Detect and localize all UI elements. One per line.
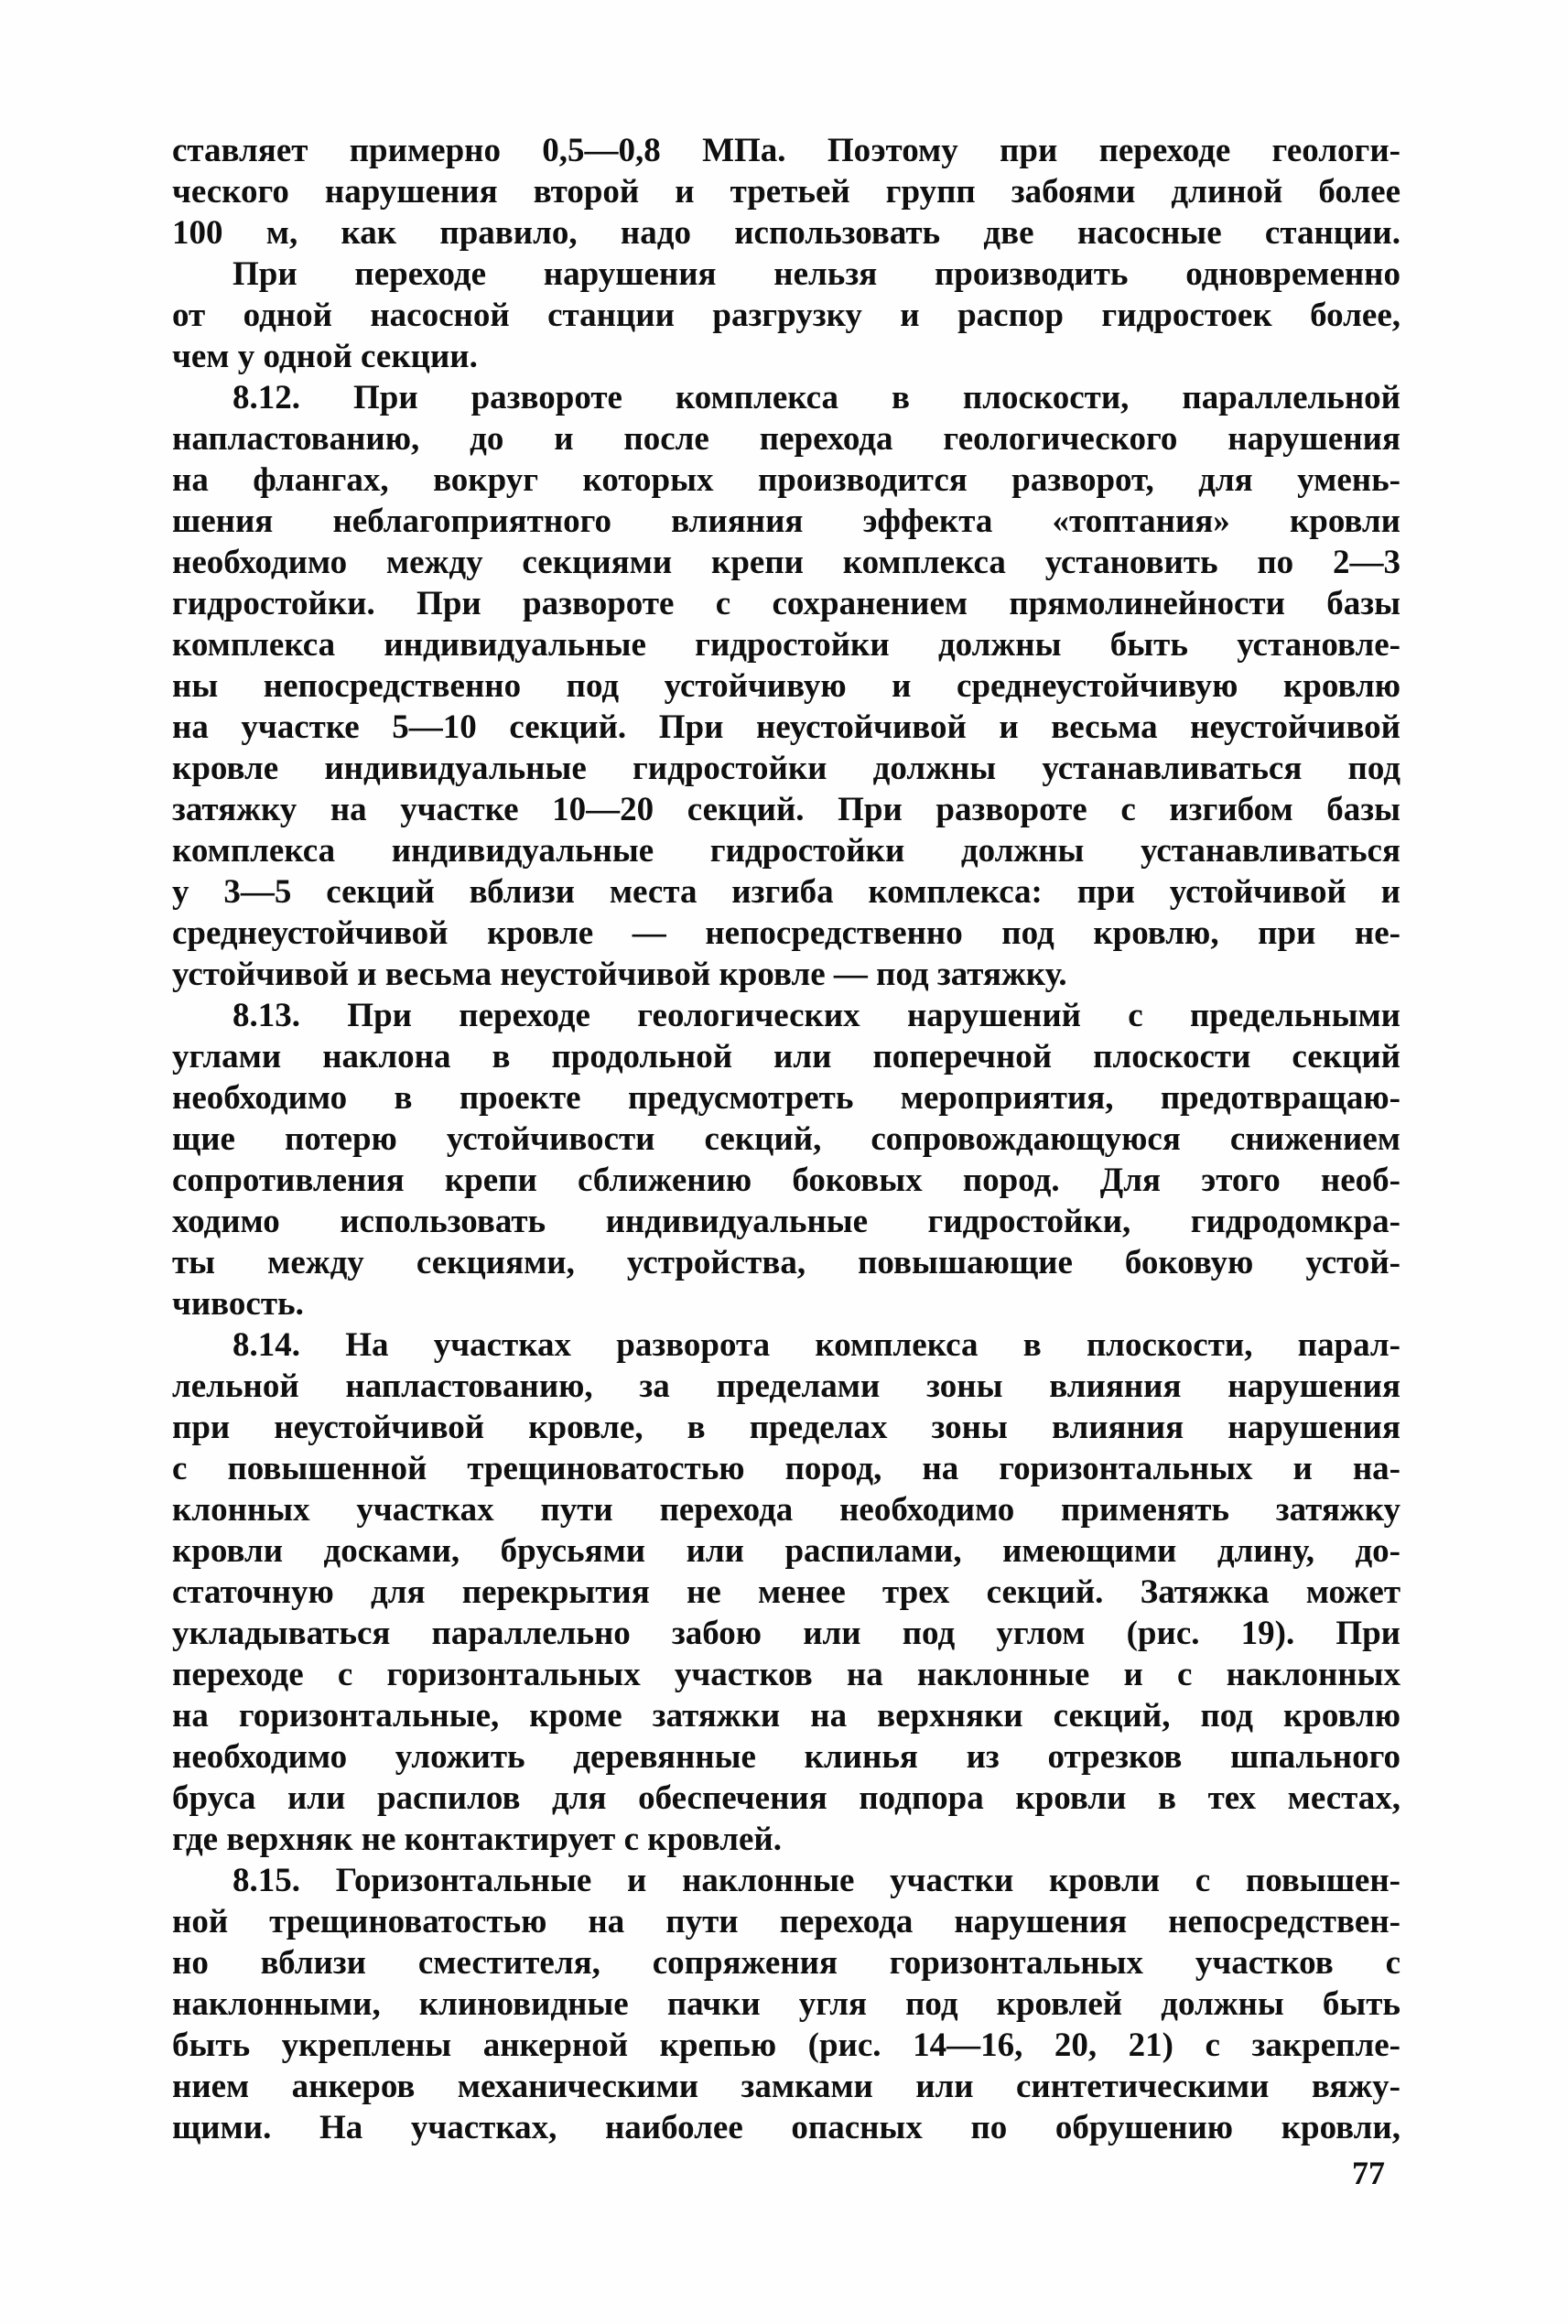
text-line: ты между секциями, устройства, повышающие боковую устой- bbox=[172, 1244, 1400, 1281]
text-line: с повышенной трещиноватостью пород, на горизонтальных и на- bbox=[172, 1450, 1400, 1487]
text-line: клонных участках пути перехода необходимо применять затяжку bbox=[172, 1491, 1400, 1529]
text-line: быть укреплены анкерной крепью (рис. 14—16, 20, 21) с закрепле- bbox=[172, 2027, 1400, 2064]
text-line: углами наклона в продольной или поперечной плоскости секций bbox=[172, 1038, 1400, 1076]
text-line: от одной насосной станции разгрузку и распор гидростоек более, bbox=[172, 297, 1400, 334]
text-line: 100 м, как правило, надо использовать две насосные станции. bbox=[172, 214, 1400, 252]
text-line: кровли досками, брусьями или распилами, имеющими длину, до- bbox=[172, 1532, 1400, 1570]
text-line: При переходе нарушения нельзя производить одновременно bbox=[232, 255, 1400, 293]
text-line: сопротивления крепи сближению боковых пород. Для этого необ- bbox=[172, 1162, 1400, 1199]
text-line: на участке 5—10 секций. При неустойчивой и весьма неустойчивой bbox=[172, 708, 1400, 746]
text-line: на горизонтальные, кроме затяжки на верхняки секций, под кровлю bbox=[172, 1697, 1400, 1735]
text-line: ной трещиноватостью на пути перехода нарушения непосредствен- bbox=[172, 1903, 1400, 1940]
text-line: щими. На участках, наиболее опасных по обрушению кровли, bbox=[172, 2109, 1400, 2146]
text-line: среднеустойчивой кровле — непосредственно под кровлю, при не- bbox=[172, 914, 1400, 952]
text-line: шения неблагоприятного влияния эффекта «топтания» кровли bbox=[172, 503, 1400, 540]
text-line: напластованию, до и после перехода геологического нарушения bbox=[172, 420, 1400, 458]
text-line: 8.13. При переходе геологических нарушений с предельными bbox=[232, 997, 1400, 1034]
text-line: щие потерю устойчивости секций, сопровождающуюся снижением bbox=[172, 1120, 1400, 1158]
text-line: но вблизи сместителя, сопряжения горизонтальных участков с bbox=[172, 1944, 1400, 1982]
text-line: лельной напластованию, за пределами зоны влияния нарушения bbox=[172, 1367, 1400, 1405]
text-line: ходимо использовать индивидуальные гидростойки, гидродомкра- bbox=[172, 1203, 1400, 1240]
body-text bbox=[172, 130, 1400, 2148]
text-line: кровле индивидуальные гидростойки должны устанавливаться под bbox=[172, 750, 1400, 787]
text-line: 8.12. При развороте комплекса в плоскости, параллельной bbox=[232, 379, 1400, 416]
text-line: где верхняк не контактирует с кровлей. bbox=[172, 1821, 782, 1858]
text-line: ны непосредственно под устойчивую и среднеустойчивую кровлю bbox=[172, 667, 1400, 705]
text-line: 8.14. На участках разворота комплекса в плоскости, парал- bbox=[232, 1326, 1400, 1364]
text-line: комплекса индивидуальные гидростойки должны устанавливаться bbox=[172, 832, 1400, 870]
text-line: наклонными, клиновидные пачки угля под кровлей должны быть bbox=[172, 1985, 1400, 2023]
text-line: переходе с горизонтальных участков на наклонные и с наклонных bbox=[172, 1656, 1400, 1693]
text-line: ставляет примерно 0,5—0,8 МПа. Поэтому при переходе геологи- bbox=[172, 132, 1400, 169]
text-line: статочную для перекрытия не менее трех секций. Затяжка может bbox=[172, 1573, 1400, 1611]
text-line: нием анкеров механическими замками или синтетическими вяжу- bbox=[172, 2068, 1400, 2105]
text-line: ческого нарушения второй и третьей групп забоями длиной более bbox=[172, 173, 1400, 211]
text-line: гидростойки. При развороте с сохранением прямолинейности базы bbox=[172, 585, 1400, 622]
text-line: устойчивой и весьма неустойчивой кровле — под затяжку. bbox=[172, 956, 1067, 993]
text-line: у 3—5 секций вблизи места изгиба комплекса: при устойчивой и bbox=[172, 873, 1400, 911]
text-line: чивость. bbox=[172, 1285, 304, 1323]
text-line: на флангах, вокруг которых производится разворот, для умень- bbox=[172, 461, 1400, 499]
text-line: при неустойчивой кровле, в пределах зоны влияния нарушения bbox=[172, 1409, 1400, 1446]
text-line: бруса или распилов для обеспечения подпора кровли в тех местах, bbox=[172, 1779, 1400, 1817]
text-line: укладываться параллельно забою или под углом (рис. 19). При bbox=[172, 1615, 1400, 1652]
text-line: необходимо в проекте предусмотреть мероприятия, предотвращаю- bbox=[172, 1079, 1400, 1117]
text-line: комплекса индивидуальные гидростойки должны быть установле- bbox=[172, 626, 1400, 664]
page-number: 77 bbox=[1352, 2155, 1385, 2191]
text-line: необходимо между секциями крепи комплекса установить по 2—3 bbox=[172, 544, 1400, 581]
text-line: необходимо уложить деревянные клинья из отрезков шпального bbox=[172, 1738, 1400, 1776]
text-line: чем у одной секции. bbox=[172, 338, 478, 375]
text-line: 8.15. Горизонтальные и наклонные участки кровли с повышен- bbox=[232, 1862, 1400, 1899]
text-line: затяжку на участке 10—20 секций. При развороте с изгибом базы bbox=[172, 791, 1400, 828]
